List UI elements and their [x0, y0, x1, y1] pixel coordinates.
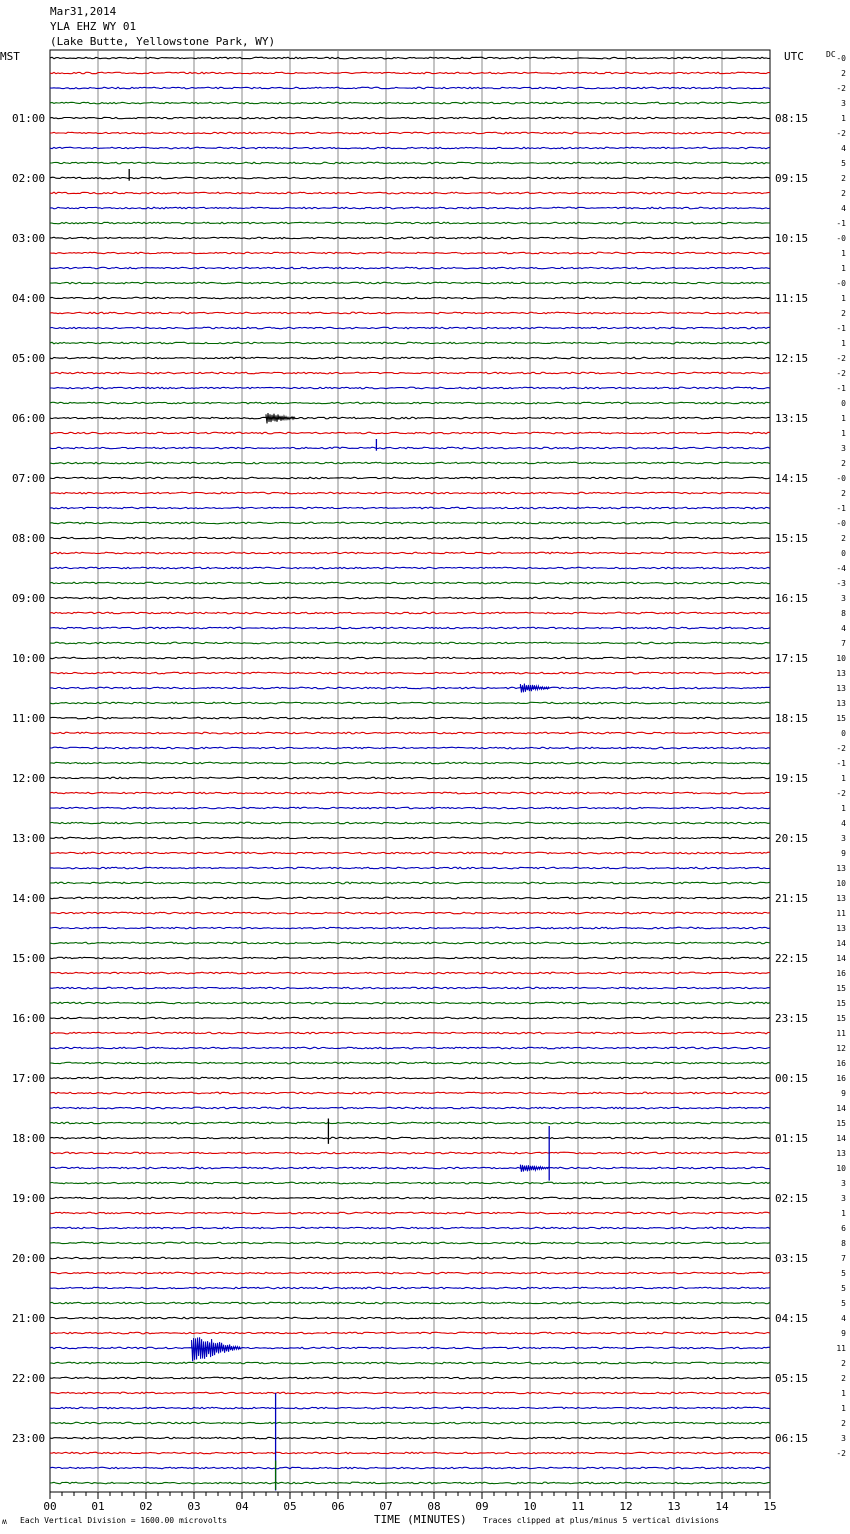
hour-label-left: 01:00 — [12, 112, 46, 125]
hour-label-right: 05:15 — [775, 1372, 809, 1385]
x-tick-label: 00 — [43, 1500, 57, 1513]
trace-line — [50, 507, 770, 509]
hour-label-right: 06:15 — [775, 1432, 809, 1445]
trace-line — [50, 837, 770, 839]
dc-offset: 1 — [841, 429, 846, 438]
hour-label-right: 20:15 — [775, 832, 809, 845]
trace-line — [50, 1047, 770, 1049]
trace-line — [50, 372, 770, 374]
dc-offset: 14 — [836, 954, 846, 963]
header-date: Mar31,2014 — [50, 5, 117, 18]
hour-label-right: 08:15 — [775, 112, 809, 125]
header-location: (Lake Butte, Yellowstone Park, WY) — [50, 35, 276, 48]
trace-line — [50, 462, 770, 464]
dc-offset: 2 — [841, 69, 846, 78]
dc-offset: 3 — [841, 444, 846, 453]
trace-line — [50, 357, 770, 359]
dc-offset: -1 — [836, 324, 846, 333]
hour-label-left: 10:00 — [12, 652, 46, 665]
trace-line — [50, 657, 770, 659]
trace-line — [50, 1317, 770, 1319]
trace-line — [50, 1107, 770, 1109]
scale-note: Each Vertical Division = 1600.00 microvolts — [20, 1516, 228, 1525]
trace-line — [50, 132, 770, 134]
hour-label-left: 08:00 — [12, 532, 46, 545]
hour-label-right: 17:15 — [775, 652, 809, 665]
trace-line — [50, 282, 770, 284]
hour-label-right: 12:15 — [775, 352, 809, 365]
trace-line — [50, 1002, 770, 1004]
trace-line — [50, 1122, 770, 1124]
trace-line — [50, 1017, 770, 1019]
hour-label-right: 01:15 — [775, 1132, 809, 1145]
dc-offset: 15 — [836, 1014, 846, 1023]
trace-line — [50, 222, 770, 224]
trace-line — [50, 762, 770, 764]
trace-line — [50, 402, 770, 404]
dc-offset: 2 — [841, 1374, 846, 1383]
plot-frame — [50, 50, 770, 1492]
trace-line — [50, 1452, 770, 1454]
trace-line — [50, 807, 770, 809]
dc-offset: 5 — [841, 1284, 846, 1293]
hour-label-left: 05:00 — [12, 352, 46, 365]
dc-offset: 3 — [841, 834, 846, 843]
dc-offset: -0 — [836, 279, 846, 288]
trace-line — [50, 747, 770, 749]
dc-offset: 2 — [841, 459, 846, 468]
trace-line — [50, 792, 770, 794]
dc-offset: 16 — [836, 1059, 846, 1068]
trace-line — [50, 237, 770, 239]
header-station: YLA EHZ WY 01 — [50, 20, 137, 33]
trace-group — [50, 57, 770, 1490]
trace-line — [50, 432, 770, 434]
hour-label-right: 00:15 — [775, 1072, 809, 1085]
hour-label-left: 09:00 — [12, 592, 46, 605]
dc-offset: 16 — [836, 1074, 846, 1083]
trace-line — [50, 1152, 770, 1154]
trace-line — [50, 1467, 770, 1469]
dc-offset: 10 — [836, 1164, 846, 1173]
trace-line — [50, 882, 770, 884]
dc-offset: 11 — [836, 1344, 846, 1353]
dc-offset: 9 — [841, 1089, 846, 1098]
x-tick-label: 12 — [619, 1500, 633, 1513]
dc-offset: 13 — [836, 684, 846, 693]
hour-label-right: 23:15 — [775, 1012, 809, 1025]
dc-offset: -1 — [836, 219, 846, 228]
x-tick-label: 03 — [187, 1500, 201, 1513]
x-tick-label: 02 — [139, 1500, 153, 1513]
event-burst — [266, 413, 295, 423]
dc-offset: 1 — [841, 1404, 846, 1413]
x-tick-label: 14 — [715, 1500, 729, 1513]
dc-offset: 11 — [836, 1029, 846, 1038]
clip-note: Traces clipped at plus/minus 5 vertical divisions — [483, 1516, 720, 1525]
dc-offset: 2 — [841, 309, 846, 318]
trace-line — [50, 912, 770, 914]
trace-line — [50, 447, 770, 449]
hour-label-left: 02:00 — [12, 172, 46, 185]
dc-offset: 2 — [841, 1359, 846, 1368]
trace-line — [50, 207, 770, 209]
trace-line — [50, 1392, 770, 1394]
right-timezone: UTC — [784, 50, 804, 63]
dc-offset: 4 — [841, 144, 846, 153]
dc-offset: 3 — [841, 99, 846, 108]
trace-line — [50, 627, 770, 629]
hour-label-right: 18:15 — [775, 712, 809, 725]
trace-line — [50, 342, 770, 344]
dc-offset: 1 — [841, 249, 846, 258]
hour-label-left: 21:00 — [12, 1312, 46, 1325]
dc-offset: 8 — [841, 609, 846, 618]
trace-line — [50, 492, 770, 494]
x-axis-title: TIME (MINUTES) — [374, 1513, 467, 1526]
dc-offset: 12 — [836, 1044, 846, 1053]
left-timezone: MST — [0, 50, 20, 63]
hour-label-right: 21:15 — [775, 892, 809, 905]
dc-offset: 9 — [841, 1329, 846, 1338]
trace-line — [50, 1227, 770, 1229]
trace-line — [50, 267, 770, 269]
trace-line — [50, 1482, 770, 1484]
hour-label-right: 13:15 — [775, 412, 809, 425]
hour-label-left: 18:00 — [12, 1132, 46, 1145]
trace-line — [50, 987, 770, 989]
trace-line — [50, 57, 770, 59]
trace-line — [50, 942, 770, 944]
dc-offset: 1 — [841, 1209, 846, 1218]
trace-line — [50, 1212, 770, 1214]
dc-offset: 13 — [836, 924, 846, 933]
dc-offset: 9 — [841, 849, 846, 858]
hour-label-left: 06:00 — [12, 412, 46, 425]
dc-offset: -2 — [836, 789, 846, 798]
hour-label-left: 11:00 — [12, 712, 46, 725]
hour-label-left: 19:00 — [12, 1192, 46, 1205]
trace-line — [50, 642, 770, 644]
dc-offset: 5 — [841, 159, 846, 168]
dc-offset: 11 — [836, 909, 846, 918]
dc-header: DC — [826, 50, 836, 59]
trace-line — [50, 612, 770, 614]
hour-label-right: 03:15 — [775, 1252, 809, 1265]
trace-line — [50, 417, 770, 419]
footer-left-mark: ʍ — [2, 1517, 7, 1526]
trace-line — [50, 1062, 770, 1064]
dc-offset: -0 — [836, 54, 846, 63]
dc-offset: 2 — [841, 534, 846, 543]
trace-line — [50, 477, 770, 479]
dc-offset: 4 — [841, 819, 846, 828]
dc-offset: 13 — [836, 1149, 846, 1158]
trace-line — [50, 1272, 770, 1274]
dc-offset: 0 — [841, 549, 846, 558]
trace-line — [50, 327, 770, 329]
dc-offset: 14 — [836, 939, 846, 948]
dc-offset: -3 — [836, 579, 846, 588]
x-tick-label: 10 — [523, 1500, 537, 1513]
dc-offset: 1 — [841, 339, 846, 348]
x-tick-label: 15 — [763, 1500, 777, 1513]
trace-line — [50, 777, 770, 779]
dc-offset: 7 — [841, 639, 846, 648]
x-tick-label: 04 — [235, 1500, 249, 1513]
dc-offset: -0 — [836, 474, 846, 483]
dc-offset: 1 — [841, 414, 846, 423]
dc-offset: 10 — [836, 879, 846, 888]
dc-offset: 2 — [841, 489, 846, 498]
trace-line — [50, 1242, 770, 1244]
hour-label-right: 10:15 — [775, 232, 809, 245]
dc-offset: 8 — [841, 1239, 846, 1248]
dc-offset: -4 — [836, 564, 846, 573]
trace-line — [50, 552, 770, 554]
dc-offset: 1 — [841, 114, 846, 123]
dc-offset: -1 — [836, 384, 846, 393]
trace-line — [50, 72, 770, 74]
hour-label-right: 02:15 — [775, 1192, 809, 1205]
left-hour-labels — [12, 112, 45, 1445]
dc-offset: 15 — [836, 999, 846, 1008]
dc-offset: 1 — [841, 264, 846, 273]
trace-line — [50, 387, 770, 389]
trace-line — [50, 1437, 770, 1439]
dc-offset: 3 — [841, 1194, 846, 1203]
dc-offset: 0 — [841, 399, 846, 408]
dc-offset: -2 — [836, 744, 846, 753]
event-burst — [192, 1337, 241, 1361]
x-tick-label: 11 — [571, 1500, 585, 1513]
hour-label-right: 22:15 — [775, 952, 809, 965]
dc-offset: 5 — [841, 1269, 846, 1278]
dc-offset: -1 — [836, 759, 846, 768]
dc-offset: 1 — [841, 1389, 846, 1398]
trace-line — [50, 537, 770, 539]
dc-offset: 2 — [841, 189, 846, 198]
dc-offset: 2 — [841, 174, 846, 183]
dc-offset: 4 — [841, 204, 846, 213]
dc-offset: 1 — [841, 804, 846, 813]
trace-line — [50, 927, 770, 929]
trace-line — [50, 1362, 770, 1364]
dc-offset: 3 — [841, 1434, 846, 1443]
hour-label-right: 16:15 — [775, 592, 809, 605]
time-grid — [50, 50, 770, 1492]
dc-offset: 14 — [836, 1134, 846, 1143]
trace-line — [50, 567, 770, 569]
x-tick-label: 06 — [331, 1500, 345, 1513]
hour-label-right: 04:15 — [775, 1312, 809, 1325]
trace-line — [50, 1407, 770, 1409]
dc-offset: 3 — [841, 594, 846, 603]
dc-offset: 15 — [836, 984, 846, 993]
x-tick-label: 08 — [427, 1500, 441, 1513]
hour-label-left: 03:00 — [12, 232, 46, 245]
dc-offset: 15 — [836, 714, 846, 723]
dc-offset: 3 — [841, 1179, 846, 1188]
dc-offset: 1 — [841, 294, 846, 303]
x-tick-label: 09 — [475, 1500, 489, 1513]
hour-label-left: 14:00 — [12, 892, 46, 905]
trace-line — [50, 822, 770, 824]
trace-line — [50, 852, 770, 854]
trace-line — [50, 1257, 770, 1259]
trace-line — [50, 312, 770, 314]
dc-offset: 13 — [836, 699, 846, 708]
event-burst — [520, 684, 549, 693]
trace-line — [50, 87, 770, 89]
dc-offset: 7 — [841, 1254, 846, 1263]
hour-label-left: 23:00 — [12, 1432, 46, 1445]
trace-line — [50, 192, 770, 194]
dc-offset: 0 — [841, 729, 846, 738]
trace-line — [50, 297, 770, 299]
hour-label-right: 15:15 — [775, 532, 809, 545]
trace-line — [50, 717, 770, 719]
dc-offset: 10 — [836, 654, 846, 663]
trace-line — [50, 162, 770, 164]
hour-label-left: 12:00 — [12, 772, 46, 785]
trace-line — [50, 1092, 770, 1094]
dc-offset: 1 — [841, 774, 846, 783]
trace-line — [50, 867, 770, 869]
trace-line — [50, 252, 770, 254]
dc-offset: -1 — [836, 504, 846, 513]
dc-offset: -2 — [836, 129, 846, 138]
trace-line — [50, 522, 770, 524]
hour-label-right: 14:15 — [775, 472, 809, 485]
dc-offset: 4 — [841, 1314, 846, 1323]
trace-line — [50, 177, 770, 179]
trace-line — [50, 1197, 770, 1199]
trace-line — [50, 702, 770, 704]
dc-offset: 13 — [836, 894, 846, 903]
trace-line — [50, 1137, 770, 1139]
trace-line — [50, 147, 770, 149]
dc-offset: 4 — [841, 624, 846, 633]
trace-line — [50, 1377, 770, 1379]
x-tick-label: 13 — [667, 1500, 681, 1513]
dc-offset: 13 — [836, 864, 846, 873]
hour-label-right: 09:15 — [775, 172, 809, 185]
trace-line — [50, 897, 770, 899]
dc-offset: -2 — [836, 84, 846, 93]
trace-line — [50, 1077, 770, 1079]
trace-line — [50, 1182, 770, 1184]
hour-label-left: 07:00 — [12, 472, 46, 485]
trace-line — [50, 1332, 770, 1334]
dc-offset: 16 — [836, 969, 846, 978]
dc-offset: -2 — [836, 369, 846, 378]
hour-label-left: 22:00 — [12, 1372, 46, 1385]
trace-line — [50, 117, 770, 119]
trace-line — [50, 1347, 770, 1349]
hour-label-left: 16:00 — [12, 1012, 46, 1025]
trace-line — [50, 102, 770, 104]
trace-line — [50, 957, 770, 959]
trace-line — [50, 1302, 770, 1304]
dc-offset: -0 — [836, 519, 846, 528]
hour-label-left: 04:00 — [12, 292, 46, 305]
trace-line — [50, 732, 770, 734]
event-burst — [520, 1165, 549, 1172]
dc-offset: -0 — [836, 234, 846, 243]
hour-label-left: 20:00 — [12, 1252, 46, 1265]
x-axis — [43, 1492, 776, 1513]
x-tick-label: 05 — [283, 1500, 297, 1513]
trace-line — [50, 1167, 770, 1169]
dc-offset: -2 — [836, 354, 846, 363]
dc-offset-column — [836, 54, 846, 1458]
trace-line — [50, 687, 770, 689]
right-hour-labels — [775, 112, 808, 1445]
dc-offset: 5 — [841, 1299, 846, 1308]
dc-offset: 14 — [836, 1104, 846, 1113]
hour-label-left: 13:00 — [12, 832, 46, 845]
trace-line — [50, 1032, 770, 1034]
trace-line — [50, 1422, 770, 1424]
dc-offset: 15 — [836, 1119, 846, 1128]
dc-offset: 6 — [841, 1224, 846, 1233]
dc-offset: -2 — [836, 1449, 846, 1458]
hour-label-left: 15:00 — [12, 952, 46, 965]
trace-line — [50, 582, 770, 584]
hour-label-left: 17:00 — [12, 1072, 46, 1085]
dc-offset: 2 — [841, 1419, 846, 1428]
x-tick-label: 07 — [379, 1500, 393, 1513]
trace-line — [50, 1287, 770, 1289]
trace-line — [50, 597, 770, 599]
trace-line — [50, 972, 770, 974]
hour-label-right: 19:15 — [775, 772, 809, 785]
trace-line — [50, 672, 770, 674]
x-tick-label: 01 — [91, 1500, 105, 1513]
hour-label-right: 11:15 — [775, 292, 809, 305]
dc-offset: 13 — [836, 669, 846, 678]
